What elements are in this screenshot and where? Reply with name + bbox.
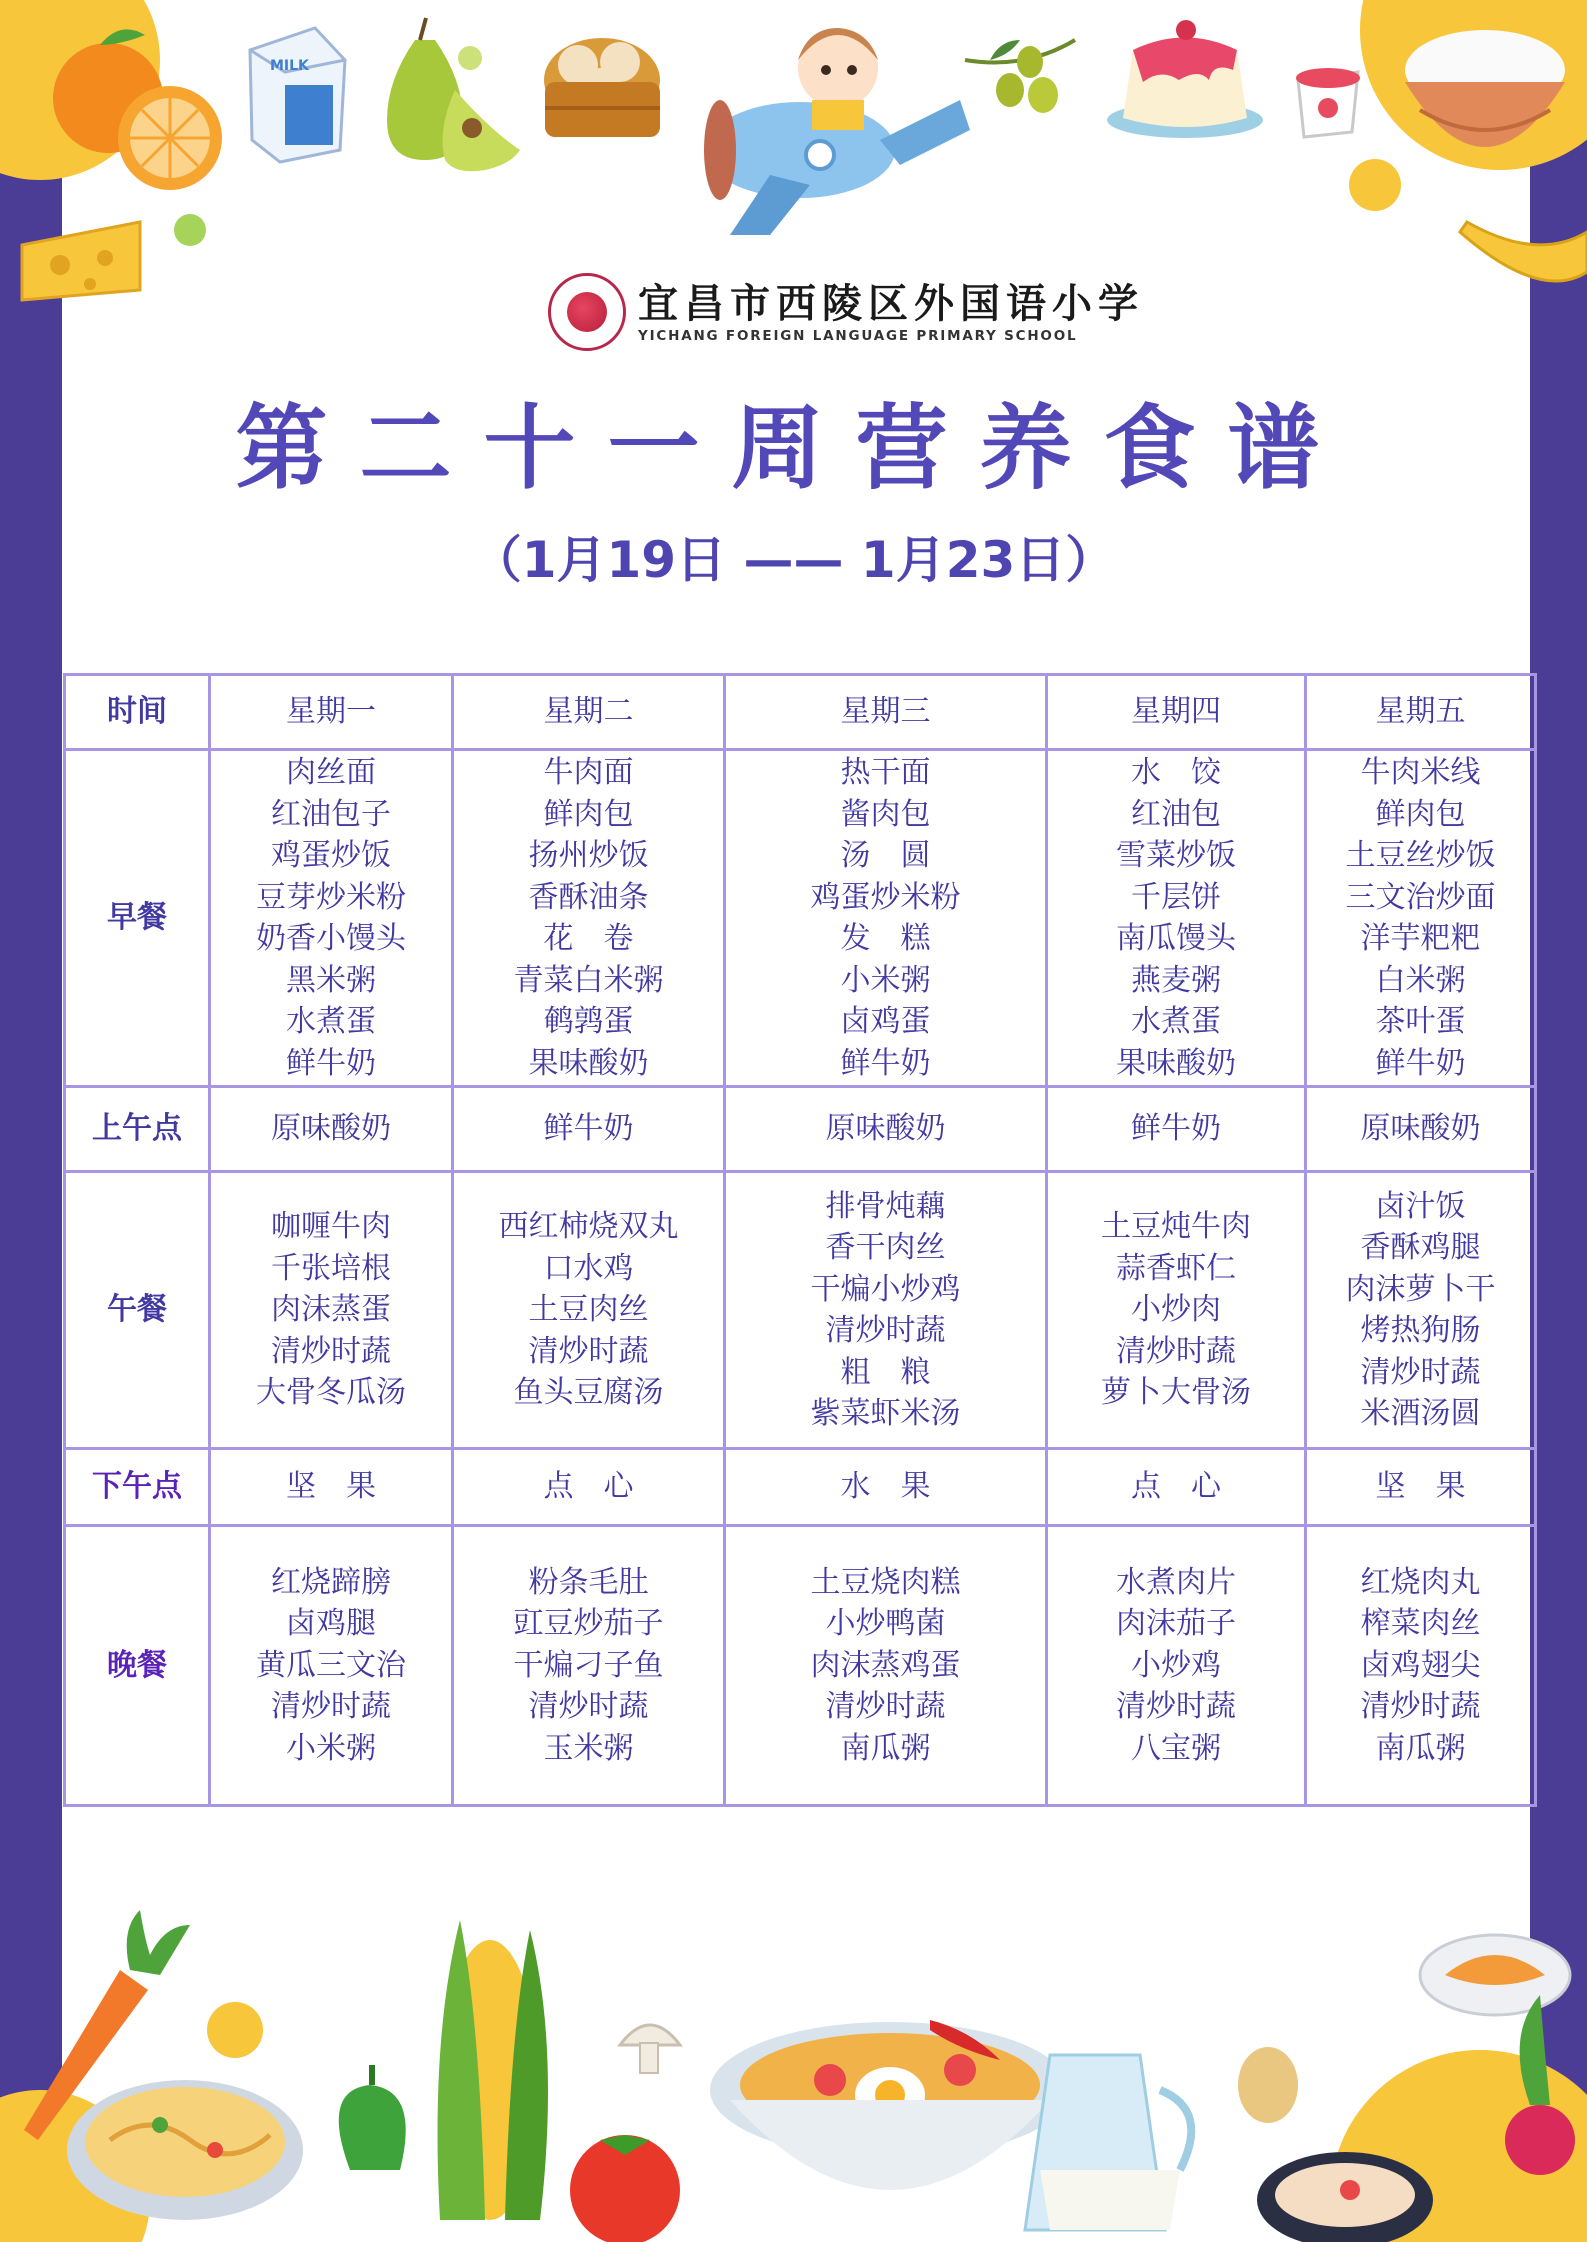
dish-item: 卤汁饭 — [1375, 1188, 1466, 1224]
dish-item: 南瓜粥 — [840, 1730, 931, 1766]
menu-cell-monday — [210, 1449, 453, 1526]
dish-item: 原味酸奶 — [825, 1111, 946, 1147]
pear-icon — [387, 18, 520, 171]
dish-item: 红油包子 — [271, 796, 391, 832]
menu-cell-wednesday — [725, 1172, 1047, 1449]
menu-cell-thursday — [1047, 1172, 1306, 1449]
dish-item: 三文治炒面 — [1345, 879, 1496, 915]
dish-item: 卤鸡翅尖 — [1360, 1647, 1481, 1683]
table-row — [65, 1526, 1536, 1806]
dish-item: 口水鸡 — [543, 1250, 634, 1286]
mushroom-icon — [620, 2025, 680, 2073]
date-range: （1月19日 —— 1月23日） — [471, 531, 1116, 589]
menu-cell-monday — [210, 1087, 453, 1172]
row-label-dinner: 晚餐 — [65, 1526, 210, 1806]
dish-item: 香酥油条 — [528, 879, 649, 915]
dish-item: 肉沫蒸鸡蛋 — [810, 1647, 961, 1683]
dish-item: 原味酸奶 — [1360, 1111, 1481, 1147]
dish-item: 奶香小馒头 — [256, 921, 406, 956]
menu-cell-friday — [1306, 1526, 1536, 1806]
dish-item: 洋芋粑粑 — [1360, 921, 1481, 956]
cheese-icon — [22, 222, 140, 300]
dish-item: 酱肉包 — [840, 796, 931, 832]
dish-item: 粗 粮 — [840, 1354, 931, 1390]
milk-carton-icon — [250, 28, 345, 162]
menu-cell-thursday — [1047, 1526, 1306, 1806]
yellow-dot — [1349, 159, 1401, 211]
dish-item: 发 糕 — [840, 921, 931, 956]
dish-item: 烤热狗肠 — [1360, 1313, 1481, 1348]
dish-item: 卤鸡腿 — [286, 1606, 376, 1642]
menu-cell-friday — [1306, 750, 1536, 1087]
dish-item: 南瓜粥 — [1375, 1730, 1466, 1766]
dish-item: 肉丝面 — [286, 755, 376, 790]
dish-item: 小米粥 — [840, 962, 931, 998]
pudding-icon — [1107, 20, 1263, 138]
dish-item: 鸡蛋炒米粉 — [810, 879, 961, 915]
dish-item: 鲜牛奶 — [1131, 1111, 1221, 1147]
menu-cell-friday — [1306, 1449, 1536, 1526]
dish-item: 肉沫茄子 — [1116, 1606, 1236, 1642]
dish-item: 牛肉米线 — [1360, 755, 1481, 790]
dish-item: 小炒鸡 — [1131, 1647, 1221, 1683]
potato-icon — [1238, 2047, 1298, 2123]
dish-item: 黄瓜三文治 — [256, 1647, 406, 1683]
dish-item: 燕麦粥 — [1131, 962, 1221, 998]
dish-item: 小炒鸭菌 — [825, 1606, 946, 1642]
green-dot — [174, 214, 206, 246]
dish-item: 卤鸡蛋 — [840, 1004, 931, 1039]
dish-item: 清炒时蔬 — [271, 1333, 391, 1369]
dish-item: 黑米粥 — [286, 962, 376, 998]
dish-item: 鸡蛋炒饭 — [271, 838, 391, 873]
dish-item: 茶叶蛋 — [1375, 1004, 1466, 1039]
dish-item: 米酒汤圆 — [1360, 1396, 1481, 1431]
dish-item: 水煮蛋 — [286, 1004, 376, 1039]
dish-item: 鲜牛奶 — [1375, 1045, 1466, 1081]
dish-item: 清炒时蔬 — [528, 1689, 649, 1725]
header-cell-time: 时间 — [65, 675, 210, 750]
dish-item: 红油包 — [1131, 796, 1221, 832]
school-emblem-icon — [548, 273, 626, 351]
dish-item: 水 果 — [840, 1469, 931, 1505]
dish-item: 清炒时蔬 — [271, 1689, 391, 1725]
dish-item: 榨菜肉丝 — [1360, 1606, 1481, 1642]
dish-item: 清炒时蔬 — [1116, 1689, 1236, 1725]
dish-item: 清炒时蔬 — [825, 1689, 946, 1725]
olive-branch-icon — [965, 40, 1075, 113]
dish-item: 水煮肉片 — [1116, 1564, 1236, 1600]
school-name-block — [638, 280, 1144, 344]
menu-cell-tuesday — [453, 750, 725, 1087]
dish-item: 干煸刁子鱼 — [513, 1647, 664, 1683]
dish-item: 香酥鸡腿 — [1360, 1230, 1481, 1265]
dish-item: 土豆丝炒饭 — [1345, 838, 1496, 873]
dish-item: 鲜牛奶 — [840, 1045, 931, 1081]
dish-item: 小米粥 — [286, 1730, 376, 1766]
table-header-row — [65, 675, 1536, 750]
menu-cell-monday — [210, 1526, 453, 1806]
dish-item: 扬州炒饭 — [528, 838, 649, 873]
dish-item: 鲜牛奶 — [286, 1045, 376, 1081]
dish-item: 八宝粥 — [1131, 1730, 1221, 1766]
yogurt-cup-icon — [1296, 68, 1360, 137]
dish-item: 土豆炖牛肉 — [1101, 1209, 1251, 1245]
row-label-breakfast: 早餐 — [65, 750, 210, 1087]
dish-item: 清炒时蔬 — [528, 1333, 649, 1369]
dish-item: 果味酸奶 — [1116, 1045, 1236, 1081]
dish-item: 玉米粥 — [543, 1730, 634, 1766]
table-row — [65, 1449, 1536, 1526]
dish-item: 牛肉面 — [543, 755, 634, 790]
school-logo-row — [548, 272, 1144, 352]
menu-cell-wednesday — [725, 750, 1047, 1087]
dish-item: 千张培根 — [271, 1250, 391, 1286]
dish-item: 清炒时蔬 — [1360, 1354, 1481, 1390]
ramen-bowl-icon — [710, 2022, 1070, 2190]
menu-cell-thursday — [1047, 1449, 1306, 1526]
dish-item: 汤 圆 — [840, 838, 931, 873]
menu-cell-thursday — [1047, 1087, 1306, 1172]
menu-cell-wednesday — [725, 1449, 1047, 1526]
dish-item: 果味酸奶 — [528, 1045, 649, 1081]
row-label-afternoon-snack: 下午点 — [65, 1449, 210, 1526]
dish-item: 鱼头豆腐汤 — [513, 1375, 664, 1411]
menu-cell-friday — [1306, 1087, 1536, 1172]
dish-item: 肉沫蒸蛋 — [271, 1292, 391, 1328]
tomato-icon — [570, 2135, 680, 2242]
child-airplane-illustration — [704, 28, 970, 235]
dish-item: 鲜牛奶 — [543, 1111, 634, 1147]
dish-item: 紫菜虾米汤 — [810, 1396, 961, 1431]
menu-cell-tuesday — [453, 1449, 725, 1526]
yellow-dot — [207, 2002, 263, 2058]
dish-item: 咖喱牛肉 — [271, 1209, 391, 1245]
noodle-plate-icon — [67, 2080, 303, 2220]
dish-item: 点 心 — [543, 1469, 634, 1505]
dish-item: 干煸小炒鸡 — [810, 1271, 961, 1307]
table-row — [65, 1087, 1536, 1172]
menu-cell-friday — [1306, 1172, 1536, 1449]
dumpling-steamer-icon — [544, 38, 660, 137]
dish-item: 香干肉丝 — [825, 1230, 946, 1265]
row-label-morning-snack: 上午点 — [65, 1087, 210, 1172]
dish-item: 鲜肉包 — [1375, 796, 1466, 832]
menu-cell-tuesday — [453, 1172, 725, 1449]
dish-item: 肉沫萝卜干 — [1345, 1271, 1496, 1307]
dish-item: 红烧肉丸 — [1360, 1564, 1481, 1600]
row-label-lunch: 午餐 — [65, 1172, 210, 1449]
dish-item: 豇豆炒茄子 — [513, 1606, 664, 1642]
header-cell-wednesday: 星期三 — [725, 675, 1047, 750]
dish-item: 白米粥 — [1375, 962, 1466, 998]
header-cell-thursday: 星期四 — [1047, 675, 1306, 750]
banana-icon — [1460, 222, 1587, 281]
header-cell-monday: 星期一 — [210, 675, 453, 750]
menu-cell-monday — [210, 750, 453, 1087]
menu-cell-wednesday — [725, 1087, 1047, 1172]
dish-item: 原味酸奶 — [271, 1111, 391, 1147]
dish-item: 清炒时蔬 — [1360, 1689, 1481, 1725]
dish-item: 花 卷 — [543, 921, 634, 956]
milk-jug-icon — [1025, 2055, 1191, 2230]
dish-item: 南瓜馒头 — [1116, 921, 1236, 956]
dish-item: 西红柿烧双丸 — [498, 1209, 679, 1245]
dish-item: 坚 果 — [1375, 1469, 1466, 1505]
dish-item: 热干面 — [840, 755, 931, 790]
dish-item: 红烧蹄膀 — [271, 1564, 391, 1600]
header-cell-friday: 星期五 — [1306, 675, 1536, 750]
dish-item: 鲜肉包 — [543, 796, 634, 832]
dish-item: 青菜白米粥 — [513, 962, 664, 998]
dish-item: 排骨炖藕 — [825, 1188, 946, 1224]
dish-item: 水 饺 — [1131, 755, 1221, 790]
menu-cell-wednesday — [725, 1526, 1047, 1806]
dumpling-plate-icon — [1420, 1935, 1570, 2015]
menu-cell-monday — [210, 1172, 453, 1449]
dish-item: 坚 果 — [286, 1469, 376, 1505]
dish-item: 土豆烧肉糕 — [810, 1564, 961, 1600]
dish-item: 千层饼 — [1131, 879, 1221, 915]
dish-item: 清炒时蔬 — [1116, 1333, 1236, 1369]
dish-item: 土豆肉丝 — [528, 1292, 649, 1328]
menu-cell-thursday — [1047, 750, 1306, 1087]
dish-item: 豆芽炒米粉 — [256, 879, 406, 915]
dish-item: 大骨冬瓜汤 — [256, 1375, 406, 1411]
dish-item: 小炒肉 — [1131, 1292, 1221, 1328]
svg-text:MILK: MILK — [270, 58, 309, 74]
dish-item: 蒜香虾仁 — [1116, 1250, 1236, 1286]
corn-icon — [438, 1920, 549, 2220]
table-row — [65, 1172, 1536, 1449]
dish-item: 清炒时蔬 — [825, 1313, 946, 1348]
dish-item: 鹌鹑蛋 — [543, 1004, 634, 1039]
dish-item: 点 心 — [1131, 1469, 1221, 1505]
menu-cell-tuesday — [453, 1526, 725, 1806]
dish-item: 萝卜大骨汤 — [1101, 1375, 1251, 1411]
dish-item: 雪菜炒饭 — [1116, 838, 1236, 873]
school-name-en: YICHANG FOREIGN LANGUAGE PRIMARY SCHOOL — [638, 328, 1078, 344]
bottom-decorations — [0, 1880, 1587, 2242]
school-name-cn: 宜昌市西陵区外国语小学 — [638, 280, 1144, 327]
menu-table — [63, 673, 1537, 1807]
page-title: 第二十一周营养食谱 — [235, 395, 1352, 502]
menu-cell-tuesday — [453, 1087, 725, 1172]
dish-item: 水煮蛋 — [1131, 1004, 1221, 1039]
dish-item: 粉条毛肚 — [528, 1564, 649, 1600]
header-cell-tuesday: 星期二 — [453, 675, 725, 750]
pepper-icon — [339, 2065, 406, 2170]
table-row — [65, 750, 1536, 1087]
